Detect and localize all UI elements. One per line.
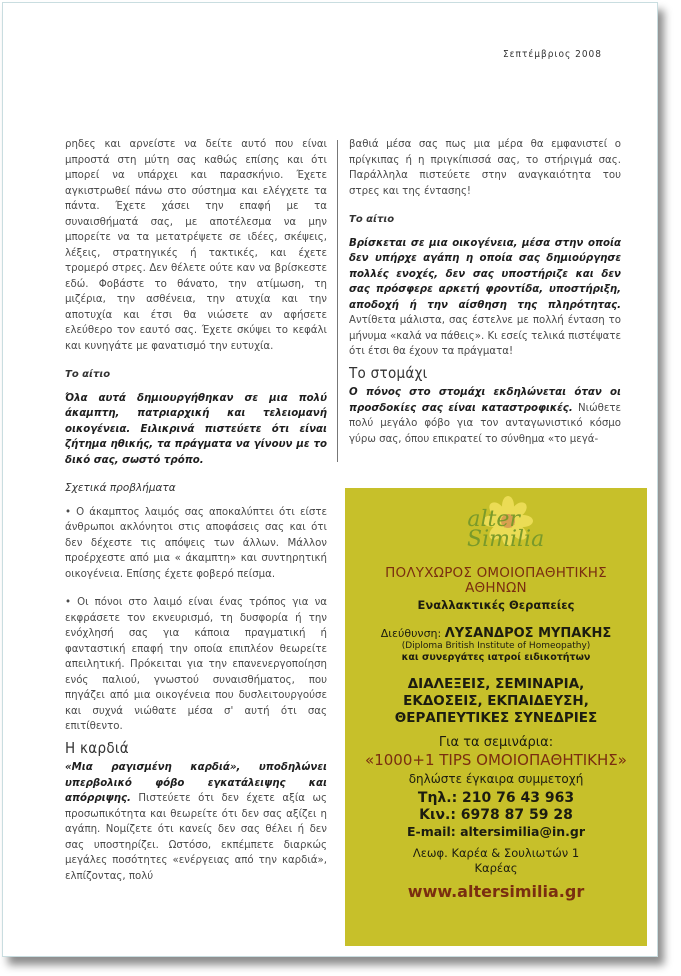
advertisement-box	[345, 488, 647, 946]
cause-body-text: Αντίθετα μάλιστα, σας έστελνε με πολλή ένταση το μήνυμα «καλά να πάθεις». Κι εσείς τελικά πιστέψατε ότι έτσι θα έχουν τα πράγματα!	[349, 315, 621, 357]
ad-director	[345, 626, 647, 641]
services-line-3: ΘΕΡΑΠΕΥΤΙΚΕΣ ΣΥΝΕΔΡΙΕΣ	[394, 710, 598, 726]
seminars-title: «1000+1 TIPS ΟΜΟΙΟΠΑΘΗΤΙΚΗΣ»	[365, 751, 627, 769]
heart-body-text: Πιστεύετε ότι δεν έχετε αξία ως προσωπικότητα και θεωρείτε ότι δεν σας αξίζει η αγάπη. Νομίζετε ότι κανείς δεν σας θέλει ή δεν σας υποστηρίζει. Ωστόσο, εκπέμπετε διαρκώς μεγάλες ποσότητες «ενέργειας από την καρδιά», ελπίζοντας, πολύ	[65, 793, 327, 882]
ad-diploma: (Diploma British Institute of Homeopathy)	[401, 641, 591, 651]
website-link[interactable]: www.altersimilia.gr	[407, 882, 585, 901]
address	[345, 846, 647, 876]
left-intro-paragraph: ρηδες και αρνείστε να δείτε αυτό που είναι μπροστά στη μύτη σας καθώς επίσης και ότι μπορεί να υπάρχει και παρασκήνιο. Έχετε αγκιστρωθεί πάνω στο σύστημα και ελέγχετε τα πάντα. Έχετε χάσει την επαφή με τα συναισθήματά σας, με αποτέλεσμα να μην μπορείτε να τα μετατρέψετε σε ιδέες, σκέψεις, λέξεις, στρατηγικές ή τακτικές, και έχετε τρομερό στρες. Δεν θέλετε ούτε καν να βρίσκεστε εδώ. Φοβάστε το θάνατο, την ατίμωση, τη μιζέρια, την ασθένεια, την ατυχία και την αποτυχία και έτσι θα νιώσετε αν αφήσετε ελεύθερο τον εαυτό σας. Έχετε σκύψει το κεφάλι και κυνηγάτε με φανατισμό την ευτυχία.	[65, 139, 327, 352]
ad-partners: και συνεργάτες ιατροί ειδικοτήτων	[401, 652, 591, 663]
stomach-paragraph	[349, 385, 621, 447]
heart-lead-text: «Μια ραγισμένη καρδιά», υποδηλώνει υπερβολικό φόβο εγκατάλειψης και απόρριψης.	[65, 762, 327, 804]
stomach-heading: Το στομάχι	[349, 363, 428, 382]
cause-heading-right: Το αίτιο	[349, 214, 395, 225]
left-column	[65, 137, 327, 884]
bullet-paragraph-1: • Ο άκαμπτος λαιμός σας αποκαλύπτει ότι είστε άνθρωποι ακλόνητοι στις αποφάσεις σας και ότι δεν δέχεστε τις απόψεις των άλλων. Μάλλον προέρχεστε από μια « άκαμπτη» και συντηρητική οικογένεια. Επίσης έχετε φοβερό πείσμα.	[65, 506, 327, 580]
heart-paragraph	[65, 760, 327, 884]
heart-heading: Η καρδιά	[65, 738, 129, 757]
related-problems-heading: Σχετικά προβλήματα	[65, 482, 176, 494]
ad-title-line-1: ΠΟΛΥΧΩΡΟΣ ΟΜΟΙΟΠΑΘΗΤΙΚΗΣ	[385, 565, 607, 581]
cause-lead-text: Βρίσκεται σε μια οικογένεια, μέσα στην οποία δεν υπήρχε αγάπη η οποία σας δημιούργησε πολλές ενοχές, δεν σας υποστήριζε και δεν σας πρόσφερε αρκετή φροντίδα, υποστήριξη, αποδοχή ή την αίσθηση της πληρότητας.	[349, 237, 621, 311]
ad-title-line-2: ΑΘΗΝΩΝ	[465, 580, 527, 596]
right-column	[349, 137, 621, 447]
ad-subtitle: Εναλλακτικές Θεραπείες	[417, 598, 575, 612]
address-line-1: Λεωφ. Καρέα & Σουλιωτών 1	[412, 846, 580, 860]
services-line-2: ΕΚΔΟΣΕΙΣ, ΕΚΠΑΙΔΕΥΣΗ,	[403, 693, 589, 709]
ad-services	[345, 676, 647, 727]
magazine-page	[2, 2, 658, 957]
director-name: ΛΥΣΑΝΔΡΟΣ ΜΥΠΑΚΗΣ	[444, 626, 612, 641]
phone-number: Τηλ.: 210 76 43 963	[417, 790, 575, 806]
bullet-paragraph-2: • Οι πόνοι στο λαιμό είναι ένας τρόπος για να εκφράσετε τον εκνευρισμό, τη δυσφορία ή την ενόχλησή σας για κάποια πραγματική ή φανταστική επαφή την οποία επιπλέον θεωρείτε απειλητική. Πρόκειται για την επανενεργοποίηση ενός παλιού, γνωστού συναισθήματος, που πηγάζει από μια οικογένεια που δυσλειτουργούσε και συχνά νιώθατε μέσα σ' αυτή ότι σας επιτίθεντο.	[65, 597, 327, 732]
address-line-2: Καρέας	[474, 861, 518, 875]
stomach-body-text: Νιώθετε πολύ μεγάλο φόβο για τον ανταγωνιστικό κόσμο γύρω σας, όπου επικρατεί το σύνθημα «το μεγά-	[349, 402, 621, 445]
column-divider	[337, 140, 338, 462]
logo-wordmark	[443, 507, 545, 552]
email-address[interactable]: E-mail: altersimilia@in.gr	[406, 824, 586, 839]
logo-line-2: Similia	[467, 527, 545, 552]
services-line-1: ΔΙΑΛΕΞΕΙΣ, ΣΕΜΙΝΑΡΙΑ,	[407, 676, 585, 692]
mobile-number: Κιν.: 6978 87 59 28	[419, 807, 573, 823]
seminars-label: Για τα σεμινάρια:	[438, 735, 554, 750]
right-intro-paragraph: βαθιά μέσα σας πως μια μέρα θα εμφανιστεί ο πρίγκιπας ή η πριγκίπισσά σας, το στήριγμά σας. Παράλληλα πιστεύετε στην αναγκαιότητα του στρες και της έντασης!	[349, 139, 621, 197]
cause-paragraph-right	[349, 236, 621, 360]
logo-line-1: alter	[467, 507, 520, 532]
stomach-lead-text: Ο πόνος στο στομάχι εκδηλώνεται όταν οι προσδοκίες σας είναι καταστροφικές.	[349, 387, 621, 414]
register-note: δηλώστε έγκαιρα συμμετοχή	[408, 772, 584, 786]
cause-heading-left: Το αίτιο	[65, 369, 111, 380]
issue-date: Σεπτέμβριος 2008	[503, 49, 602, 60]
director-label: Διεύθυνση:	[380, 627, 445, 640]
altersimilia-logo	[345, 488, 647, 566]
cause-paragraph-left: Όλα αυτά δημιουργήθηκαν σε μια πολύ άκαμπτη, πατριαρχική και τελειομανή οικογένεια. Ειλικρινά πιστεύετε ότι είναι ζήτημα ηθικής, τα πράγματα να γίνουν με το δικό σας, σωστό τρόπο.	[65, 392, 327, 466]
